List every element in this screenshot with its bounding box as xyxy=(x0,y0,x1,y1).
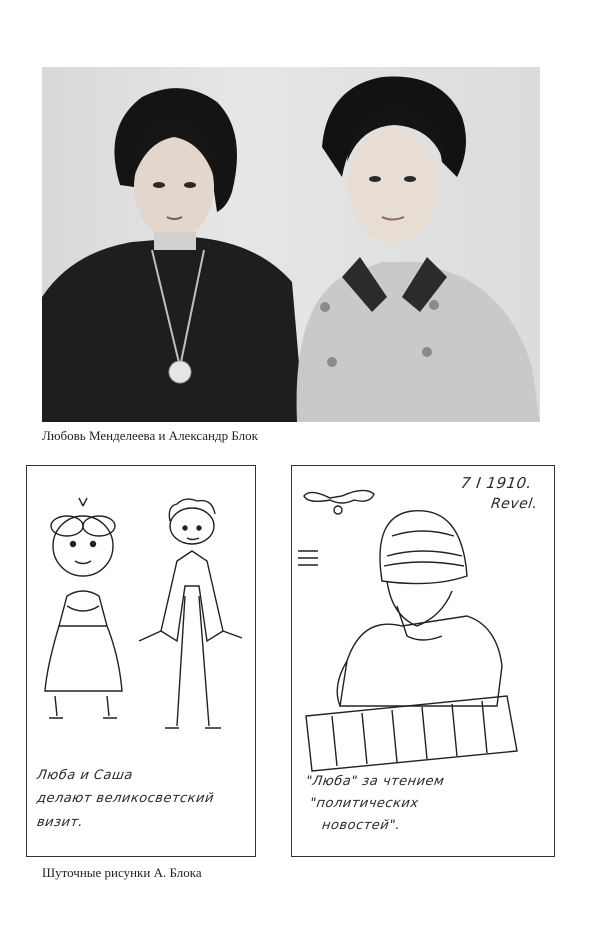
sketch-left-line-3: визит. xyxy=(35,815,85,830)
sketch-left-line-1: Люба и Саша xyxy=(35,768,134,783)
portrait-photo xyxy=(42,67,540,422)
sketches-caption: Шуточные рисунки А. Блока xyxy=(42,865,202,880)
sketch-card-left xyxy=(26,465,256,857)
sketch-right-line-1: "Люба" за чтением xyxy=(304,774,446,789)
sketch-right-line-2: "политических xyxy=(308,796,420,811)
sketch-right-line-3: новостей". xyxy=(320,818,402,833)
sketch-left-line-2: делают великосветский xyxy=(35,791,215,806)
woman-figure xyxy=(42,88,304,422)
sketch-place: Revel. xyxy=(490,496,540,512)
sketch-card-right xyxy=(291,465,555,857)
sketch-date: 7 I 1910. xyxy=(459,474,534,492)
man-figure xyxy=(297,77,540,423)
portrait-illustration xyxy=(42,67,540,422)
photo-caption: Любовь Менделеева и Александр Блок xyxy=(42,428,258,443)
